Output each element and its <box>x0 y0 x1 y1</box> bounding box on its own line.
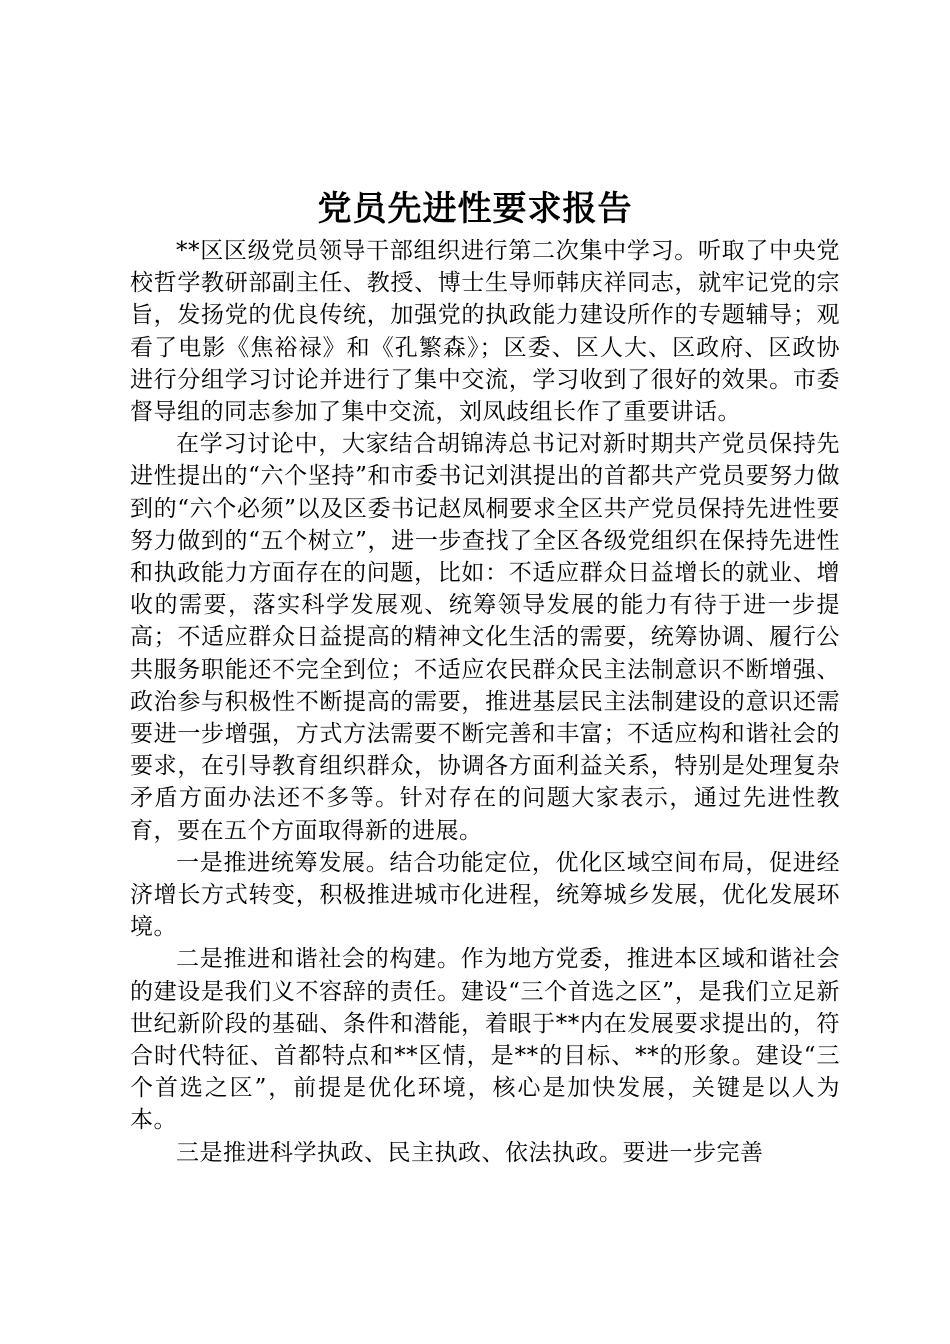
document-title: 党员先进性要求报告 <box>317 189 633 229</box>
paragraph-4: 二是推进和谐社会的构建。作为地方党委，推进本区域和谐社会的建设是我们义不容辞的责任。建设“三个首选之区”，是我们立足新世纪新阶段的基础、条件和潜能，着眼于**内在发展要求提出的，符合时代特征、首都特点和**区情，是**的目标、**的形象。建设“三个首选之区”，前提是优化环境，核心是加快发展，关键是以人为本。 <box>130 946 840 1134</box>
document-body <box>130 235 840 1169</box>
paragraph-1: **区区级党员领导干部组织进行第二次集中学习。听取了中央党校哲学教研部副主任、教授、博士生导师韩庆祥同志，就牢记党的宗旨，发扬党的优良传统，加强党的执政能力建设所作的专题辅导；观看了电影《焦裕禄》和《孔繁森》；区委、区人大、区政府、区政协进行分组学习讨论并进行了集中交流，学习收到了很好的效果。市委督导组的同志参加了集中交流，刘凤歧组长作了重要讲话。 <box>130 238 840 426</box>
paragraph-3: 一是推进统筹发展。结合功能定位，优化区域空间布局，促进经济增长方式转变，积极推进城市化进程，统筹城乡发展，优化发展环境。 <box>130 849 840 941</box>
paragraph-2: 在学习讨论中，大家结合胡锦涛总书记对新时期共产党员保持先进性提出的“六个坚持”和市委书记刘淇提出的首都共产党员要努力做到的“六个必须”以及区委书记赵凤桐要求全区共产党员保持先进性要努力做到的“五个树立”，进一步查找了全区各级党组织在保持先进性和执政能力方面存在的问题，比如：不适应群众日益增长的就业、增收的需要，落实科学发展观、统筹领导发展的能力有待于进一步提高；不适应群众日益提高的精神文化生活的需要，统筹协调、履行公共服务职能还不完全到位；不适应农民群众民主法制意识不断增强、政治参与积极性不断提高的需要，推进基层民主法制建设的意识还需要进一步增强，方式方法需要不断完善和丰富；不适应构和谐社会的要求，在引导教育组织群众，协调各方面利益关系，特别是处理复杂矛盾方面办法还不多等。针对存在的问题大家表示，通过先进性教育，要在五个方面取得新的进展。 <box>130 431 840 844</box>
paragraph-5: 三是推进科学执政、民主执政、依法执政。要进一步完善 <box>176 1139 764 1166</box>
